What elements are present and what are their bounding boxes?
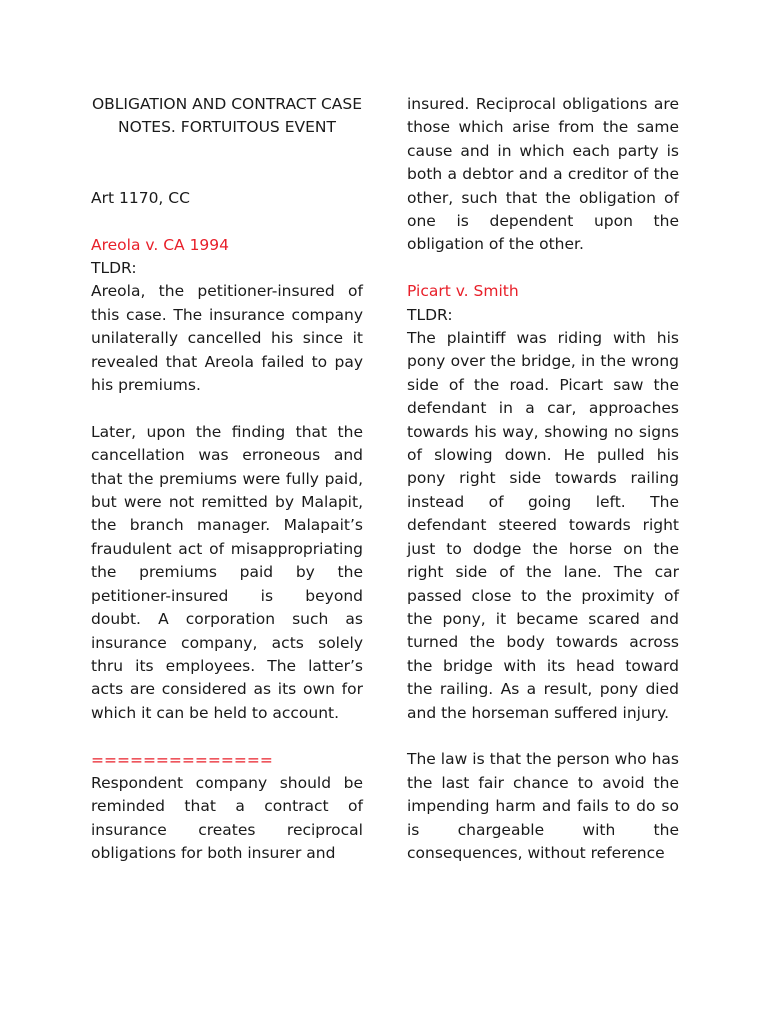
case-paragraph-continued: insured. Reciprocal obligations are those which arise from the same cause and in which each party is both a debtor and a creditor of the other, such that the obligation of one is dependent upon the obligation of the other. bbox=[407, 95, 679, 254]
tldr-label: TLDR: bbox=[407, 305, 453, 324]
right-column bbox=[407, 93, 679, 865]
case-paragraph: The law is that the person who has the last fair chance to avoid the impending harm and fails to do so is chargeable with the consequences, without reference bbox=[407, 750, 679, 862]
case-title-areola: Areola v. CA 1994 bbox=[91, 235, 230, 254]
left-column bbox=[91, 93, 363, 866]
case-title-picart: Picart v. Smith bbox=[407, 282, 519, 301]
case-paragraph: The plaintiff was riding with his pony over the bridge, in the wrong side of the road. Picart saw the defendant in a car, approaches towards his way, showing no signs of slowing down. He pulled his pony right side towards railing instead of going left. The defendant steered towards right just to dodge the horse on the right side of the lane. The car passed close to the proximity of the pony, it became scared and turned the body towards across the bridge with its head toward the railing. As a result, pony died and the horseman suffered injury. bbox=[407, 329, 679, 722]
case-paragraph: Later, upon the finding that the cancellation was erroneous and that the premiums were fully paid, but were not remitted by Malapit, the branch manager. Malapait’s fraudulent act of misappropriating the premiums paid by the petitioner-insured is beyond doubt. A corporation such as insurance company, acts solely thru its employees. The latter’s acts are considered as its own for which it can be held to account. bbox=[91, 422, 363, 722]
article-reference: Art 1170, CC bbox=[91, 188, 190, 207]
case-paragraph: Areola, the petitioner-insured of this case. The insurance company unilaterally cancelled his since it revealed that Areola failed to pay his premiums. bbox=[91, 282, 363, 395]
case-paragraph: Respondent company should be reminded that a contract of insurance creates reciprocal obligations for both insurer and bbox=[91, 773, 363, 863]
tldr-label: TLDR: bbox=[91, 259, 137, 278]
section-separator: ============== bbox=[91, 750, 273, 769]
document-title: OBLIGATION AND CONTRACT CASE NOTES. FORTUITOUS EVENT bbox=[91, 95, 363, 137]
